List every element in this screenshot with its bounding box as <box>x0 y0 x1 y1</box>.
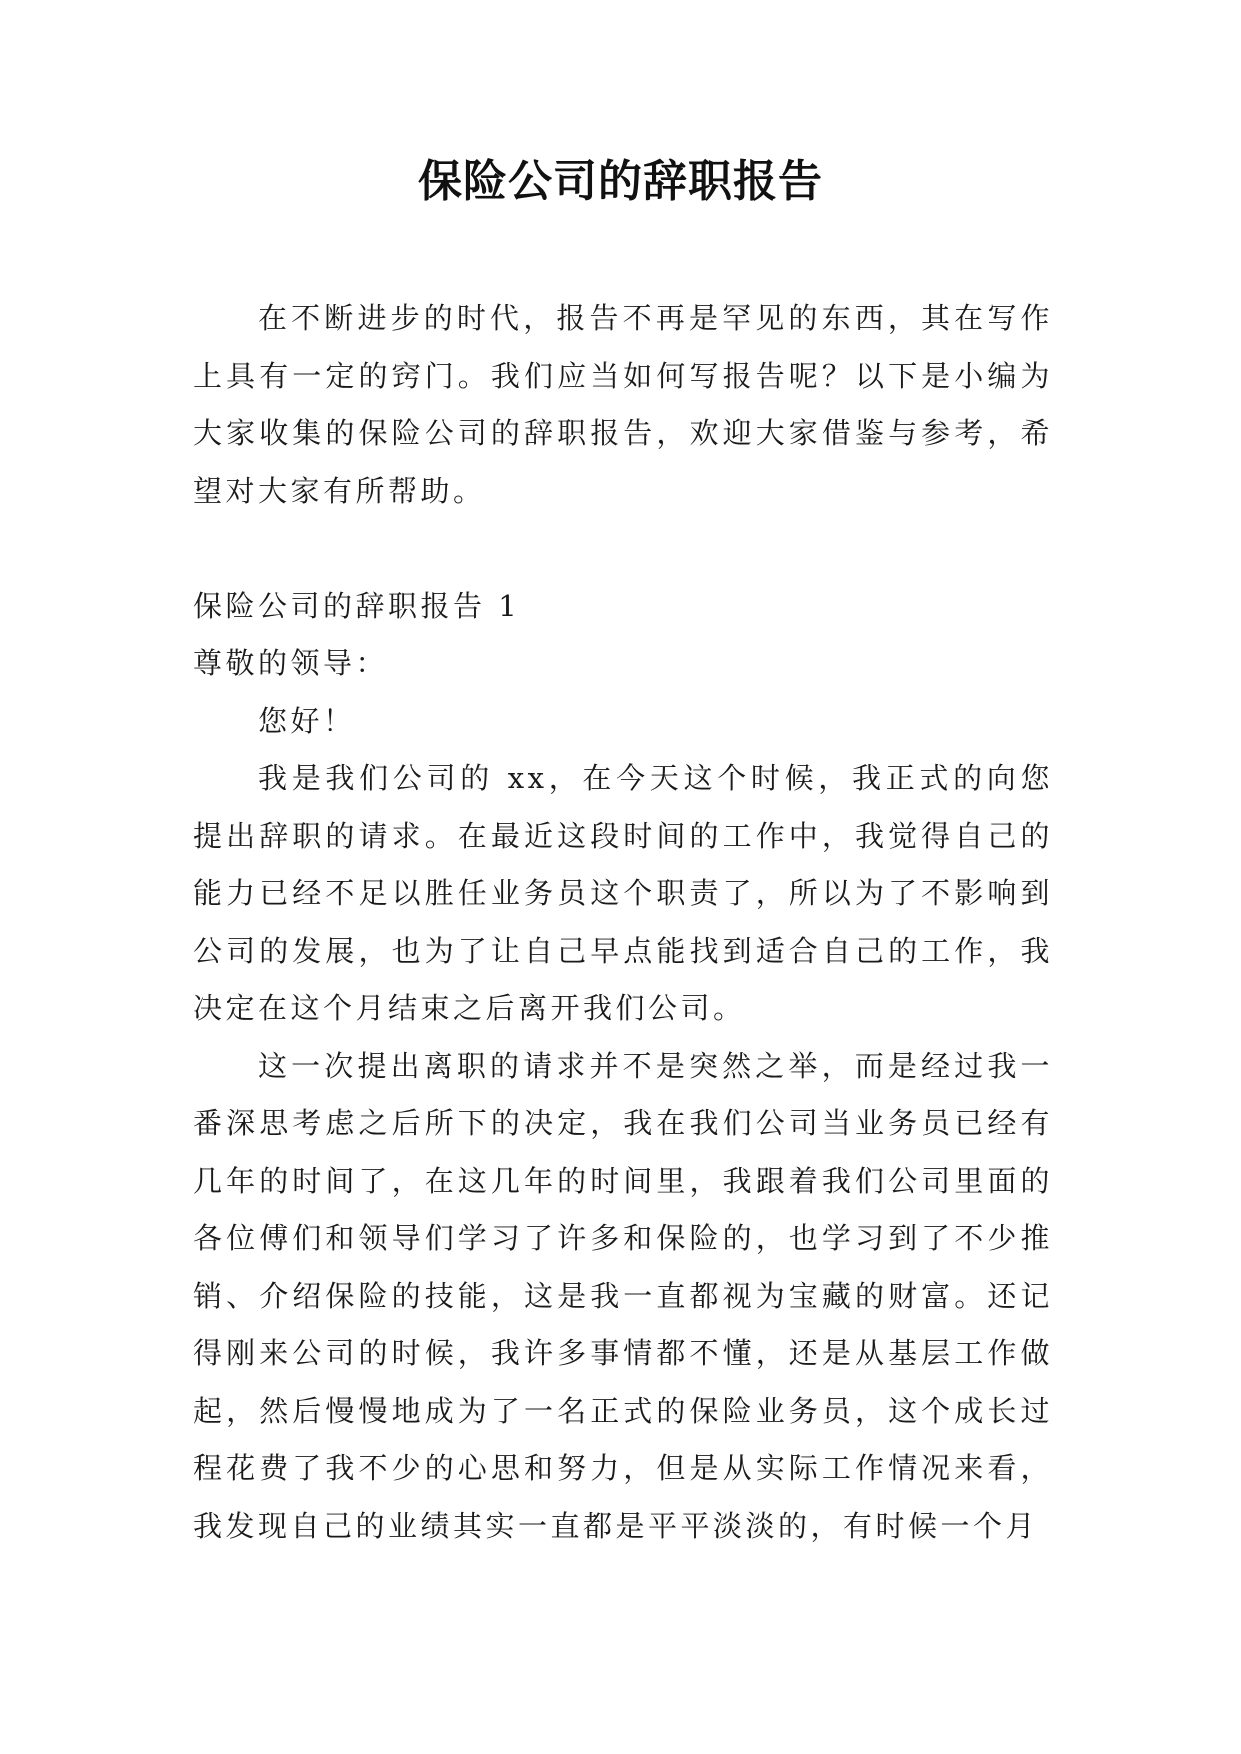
salutation: 尊敬的领导： <box>193 646 389 680</box>
section-heading: 保险公司的辞职报告 1 <box>193 588 521 623</box>
body-paragraph-2: 这一次提出离职的请求并不是突然之举，而是经过我一番深思考虑之后所下的决定，我在我们公司当业务员已经有几年的时间了，在这几年的时间里，我跟着我们公司里面的各位傅们和领导们学习了许多和保险的，也学习到了不少推销、介绍保险的技能，这是我一直都视为宝藏的财富。还记得刚来公司的时候，我许多事情都不懂，还是从基层工作做起，然后慢慢地成为了一名正式的保险业务员，这个成长过程花费了我不少的心思和努力，但是从实际工作情况来看，我发现自己的业绩其实一直都是平平淡淡的，有时候一个月 <box>193 1048 1053 1543</box>
document-body <box>193 290 1053 1555</box>
intro-paragraph: 在不断进步的时代，报告不再是罕见的东西，其在写作上具有一定的窍门。我们应当如何写报告呢？以下是小编为大家收集的保险公司的辞职报告，欢迎大家借鉴与参考，希望对大家有所帮助。 <box>193 301 1053 508</box>
document-title: 保险公司的辞职报告 <box>418 156 823 207</box>
greeting: 您好！ <box>258 703 356 738</box>
paragraph-spacer <box>193 520 1053 578</box>
body-paragraph-1: 我是我们公司的 xx，在今天这个时候，我正式的向您提出辞职的请求。在最近这段时间的工作中，我觉得自己的能力已经不足以胜任业务员这个职责了，所以为了不影响到公司的发展，也为了让自己早点能找到适合自己的工作，我决定在这个月结束之后离开我们公司。 <box>193 761 1053 1025</box>
